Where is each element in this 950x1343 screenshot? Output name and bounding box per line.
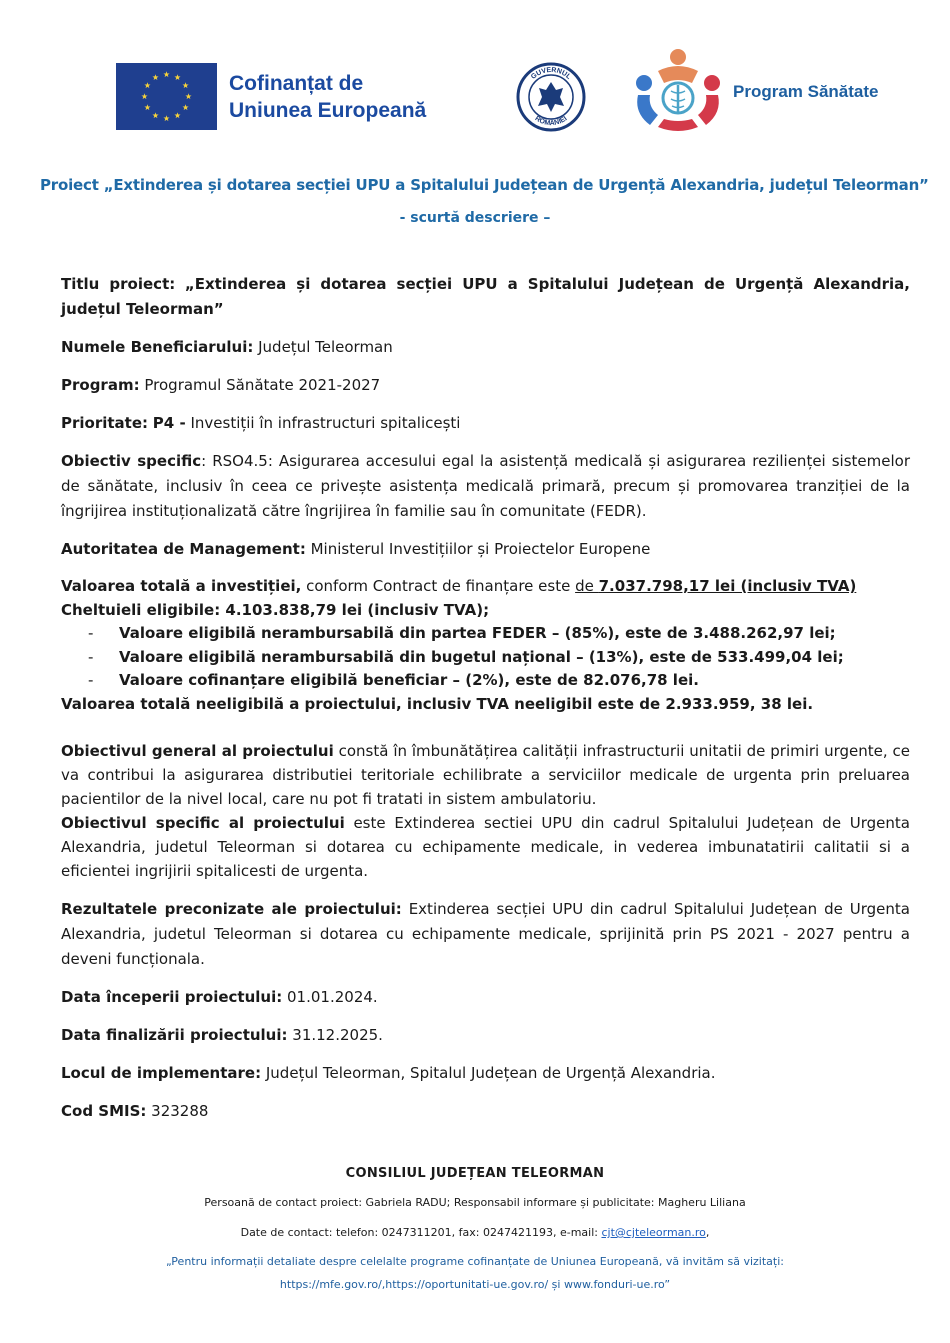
rezultate-text: Extinderea secției UPU din cadrul Spitalului Județean de Urgenta Alexandria, judetul Teleorman si dotarea cu echipamente medicale, sprijinită prin PS 2021 - 2027 pentru a deveni funcționala. <box>61 900 910 968</box>
seal-bottom-text: ROMÂNIEI <box>533 115 569 128</box>
contact-prefix: Date de contact: telefon: 0247311201, fax: 0247421193, e-mail: <box>240 1226 602 1239</box>
footer-info-line-2: https://mfe.gov.ro/,https://oportunitati-ue.gov.ro/ și www.fonduri-ue.ro” <box>279 1278 671 1291</box>
footer-organization: CONSILIUL JUDEȚEAN TELEORMAN <box>345 1166 605 1181</box>
email-link[interactable]: cjt@cjteleorman.ro <box>601 1226 706 1239</box>
data-inceperii-row <box>61 985 910 1010</box>
obiectiv-specific-text: este Extinderea sectiei UPU din cadrul Spitalului Județean de Urgenta Alexandria, judetul Teleorman si dotarea cu echipamente medicale, in vederea imbunatatirii calitatii si a eficientei ingrijirii spitalicesti de urgenta. <box>61 814 910 880</box>
start-value: 01.01.2024. <box>282 988 378 1006</box>
total-mid: conform Contract de finanțare este <box>301 577 576 595</box>
project-title-heading: Proiect „Extinderea și dotarea secției UPU a Spitalului Județean de Urgență Alexandria, județul Teleorman” <box>40 176 929 194</box>
obiectiv-specific-row <box>61 449 910 524</box>
cheltuieli-eligibile: Cheltuieli eligibile: 4.103.838,79 lei (inclusiv TVA); <box>61 600 490 619</box>
titlu-value: „Extinderea și dotarea secției UPU a Spitalului Județean de Urgență Alexandria, județul Teleorman” <box>61 275 910 318</box>
program-label: Program: <box>61 376 140 394</box>
rezultate-label: Rezultatele preconizate ale proiectului: <box>61 900 402 918</box>
obiectiv-general-label: Obiectivul general al proiectului <box>61 742 334 760</box>
footer-contact-details <box>40 1226 910 1239</box>
total-value: 7.037.798,17 lei (inclusiv TVA) <box>598 577 857 595</box>
rezultate-paragraph <box>61 897 910 972</box>
autoritate-value: Ministerul Investițiilor și Proiectelor Europene <box>310 540 651 558</box>
titlu-proiect <box>61 272 910 322</box>
loc-label: Locul de implementare: <box>61 1064 262 1082</box>
total-investitie-row <box>61 575 910 599</box>
government-seal-icon <box>516 62 586 132</box>
financial-section <box>61 575 910 716</box>
titlu-label: Titlu proiect: <box>61 275 176 293</box>
header-logos <box>116 58 906 138</box>
obiectiv-general-text: constă în îmbunătățirea calității infrastructurii unitatii de primiri urgente, ce va contribui la asigurarea distributiei teritoriale echilibrate a serviciilor medicale de urgenta prin preluarea pacientilor de la nivel local, care nu pot fi tratati in sistem ambulatoriu. <box>61 742 910 808</box>
footer-contact-persons: Persoană de contact proiect: Gabriela RADU; Responsabil informare și publicitate: Magheru Liliana <box>204 1196 746 1209</box>
prioritate-label: Prioritate: <box>61 414 149 432</box>
prioritate-value: Investiții în infrastructuri spitalicești <box>190 414 461 432</box>
obiectiv-specific-label: Obiectivul specific al proiectului <box>61 814 345 832</box>
eu-flag-icon <box>116 63 217 130</box>
prioritate-row <box>61 411 910 436</box>
eligible-breakdown-list <box>61 622 910 693</box>
end-value: 31.12.2025. <box>287 1026 383 1044</box>
obiectiv-value: : RSO4.5: Asigurarea accesului egal la asistență medicală și asigurarea rezilienței sistemelor de sănătate, inclusiv în ceea ce privește asistența medicală primară, precum și promovarea tranziției de la îngrijirea instituționalizată către îngrijirea în familie sau în comunitate (FEDR). <box>61 452 910 520</box>
end-label: Data finalizării proiectului: <box>61 1026 288 1044</box>
valoare-neeligibila: Valoarea totală neeligibilă a proiectului, inclusiv TVA neeligibil este de 2.933.959, 38 lei. <box>61 694 814 713</box>
total-label: Valoarea totală a investiției, <box>61 577 302 595</box>
footer-info-line-1: „Pentru informații detaliate despre celelalte programe cofinanțate de Uniunea Europeană, vă invităm să vizitați: <box>166 1255 784 1268</box>
program-sanatate-text: Program Sănătate <box>733 82 879 101</box>
loc-implementare-row <box>61 1061 910 1086</box>
project-subtitle: - scurtă descriere – <box>399 210 551 226</box>
autoritate-row <box>61 537 910 562</box>
obiectiv-general-paragraph <box>61 739 910 811</box>
eu-line-1: Cofinanțat de <box>229 72 364 95</box>
beneficiar-row <box>61 335 910 360</box>
seal-top-text: GUVERNUL <box>530 66 573 81</box>
list-item: - Valoare eligibilă nerambursabilă din bugetul național – (13%), este de 533.499,04 lei; <box>61 646 910 670</box>
project-description <box>61 272 910 1124</box>
start-label: Data începerii proiectului: <box>61 988 283 1006</box>
program-sanatate-logo-icon <box>628 43 728 135</box>
obiectiv-specific-paragraph <box>61 811 910 883</box>
smis-value: 323288 <box>146 1102 209 1120</box>
total-de: de <box>575 577 599 595</box>
eu-line-2: Uniunea Europeană <box>229 99 427 122</box>
eu-cofinance-text <box>229 70 426 124</box>
beneficiar-label: Numele Beneficiarului: <box>61 338 254 356</box>
smis-label: Cod SMIS: <box>61 1102 147 1120</box>
program-row <box>61 373 910 398</box>
prioritate-code: P4 - <box>152 414 186 432</box>
obiectiv-label: Obiectiv specific <box>61 452 202 470</box>
data-finalizarii-row <box>61 1023 910 1048</box>
list-item: - Valoare cofinanțare eligibilă beneficiar – (2%), este de 82.076,78 lei. <box>61 669 910 693</box>
beneficiar-value: Județul Teleorman <box>258 338 393 356</box>
contact-suffix: , <box>705 1226 710 1239</box>
autoritate-label: Autoritatea de Management: <box>61 540 306 558</box>
program-value: Programul Sănătate 2021-2027 <box>144 376 381 394</box>
list-item: - Valoare eligibilă nerambursabilă din partea FEDER – (85%), este de 3.488.262,97 lei; <box>61 622 910 646</box>
cod-smis-row <box>61 1099 910 1124</box>
loc-value: Județul Teleorman, Spitalul Județean de Urgență Alexandria. <box>261 1064 716 1082</box>
